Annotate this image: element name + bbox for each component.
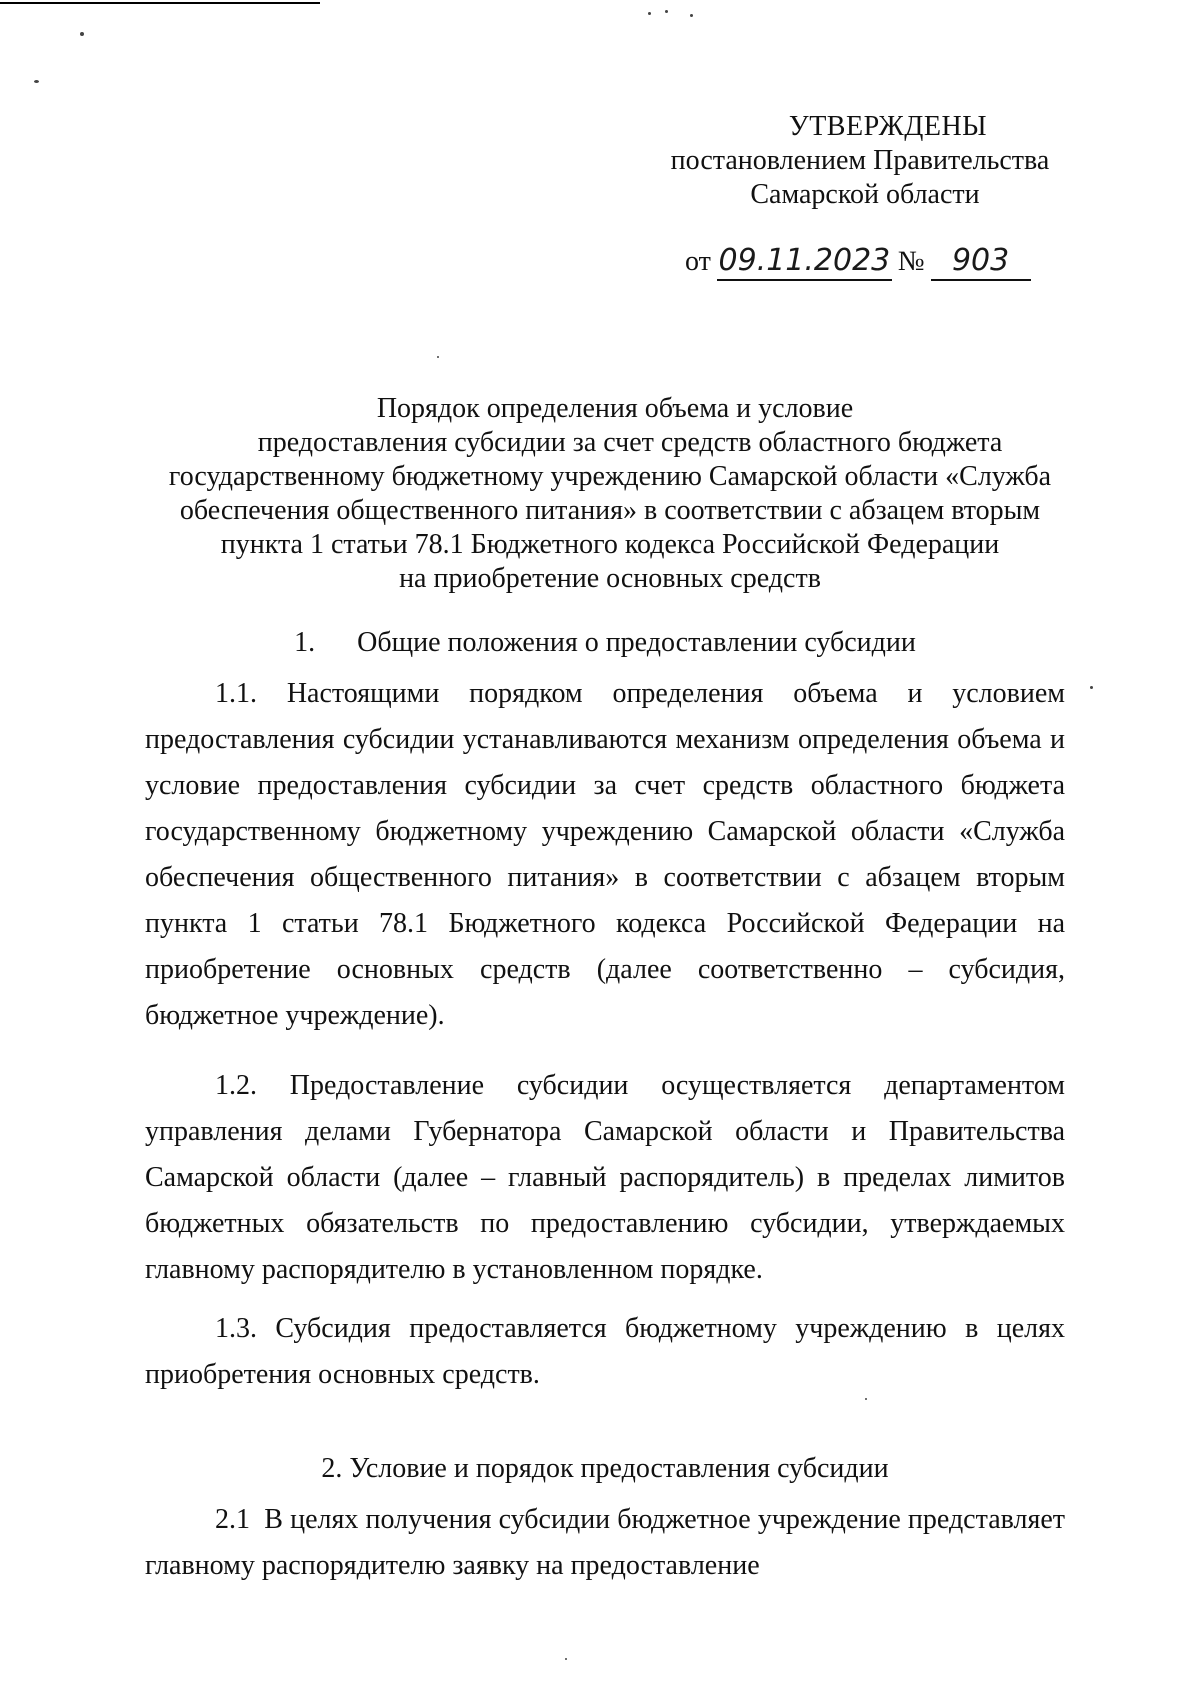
decree-date-line xyxy=(685,243,1065,283)
decree-number: 903 xyxy=(931,243,1031,281)
title-line: предоставления субсидии за счет средств областного бюджета xyxy=(257,427,1003,458)
section-2-heading: 2. Условие и порядок предоставления субсидии xyxy=(321,1453,889,1484)
section-1-paragraph-2-block xyxy=(145,1063,1065,1293)
section-1-paragraph-3-block xyxy=(145,1306,1065,1398)
paragraph-1-1: 1.1. Настоящими порядком определения объема и условием предоставления субсидии устанавливаются механизм определения объема и условие предоставления субсидии за счет средств областного бюджета государственному бюджетному учреждению Самарской области «Служба обеспечения общественного питания» в соответствии с абзацем вторым пункта 1 статьи 78.1 Бюджетного кодекса Российской Федерации на приобретение основных средств (далее соответственно – субсидия, бюджетное учреждение). xyxy=(145,678,1065,1031)
approval-region: Самарской области xyxy=(750,179,980,210)
document-title xyxy=(140,392,1080,596)
title-line: на приобретение основных средств xyxy=(399,563,821,594)
scan-speck xyxy=(648,12,651,15)
scan-speck xyxy=(437,356,439,358)
scan-speck xyxy=(865,1398,867,1400)
section-1-heading: 1. Общие положения о предоставлении субсидии xyxy=(294,627,916,658)
title-line: Порядок определения объема и условие xyxy=(376,393,854,424)
section-2-paragraph-1-block xyxy=(145,1497,1072,1589)
decree-number-label: № xyxy=(897,246,925,277)
approval-authority: постановлением Правительства xyxy=(670,145,1050,176)
date-from-label: от xyxy=(685,246,711,277)
approval-stamp-block xyxy=(640,110,1080,212)
decree-date: 09.11.2023 xyxy=(717,243,892,281)
scan-speck xyxy=(34,80,39,83)
paragraph-1-3: 1.3. Субсидия предоставляется бюджетному учреждению в целях приобретения основных средств. xyxy=(145,1313,1065,1390)
scan-speck xyxy=(80,32,84,36)
approval-title: УТВЕРЖДЕНЫ xyxy=(788,111,988,142)
scan-speck xyxy=(565,1658,567,1660)
scan-speck xyxy=(690,14,693,17)
scan-speck xyxy=(1090,686,1093,689)
scan-artifact-line xyxy=(0,2,320,4)
paragraph-1-2: 1.2. Предоставление субсидии осуществляется департаментом управления делами Губернатора Самарской области и Правительства Самарской области (далее – главный распорядитель) в пределах лимитов бюджетных обязательств по предоставлению субсидии, утверждаемых главному распорядителю в установленном порядке. xyxy=(145,1070,1065,1285)
title-line: государственному бюджетному учреждению Самарской области «Служба xyxy=(168,461,1052,492)
paragraph-2-1: 2.1 В целях получения субсидии бюджетное учреждение представляет главному распорядителю заявку на предоставление xyxy=(145,1504,1072,1581)
title-line: обеспечения общественного питания» в соответствии с абзацем вторым xyxy=(179,495,1041,526)
title-line: пункта 1 статьи 78.1 Бюджетного кодекса Российской Федерации xyxy=(220,529,1000,560)
scan-speck xyxy=(665,10,668,13)
section-1-paragraph-1-block xyxy=(145,671,1065,1039)
